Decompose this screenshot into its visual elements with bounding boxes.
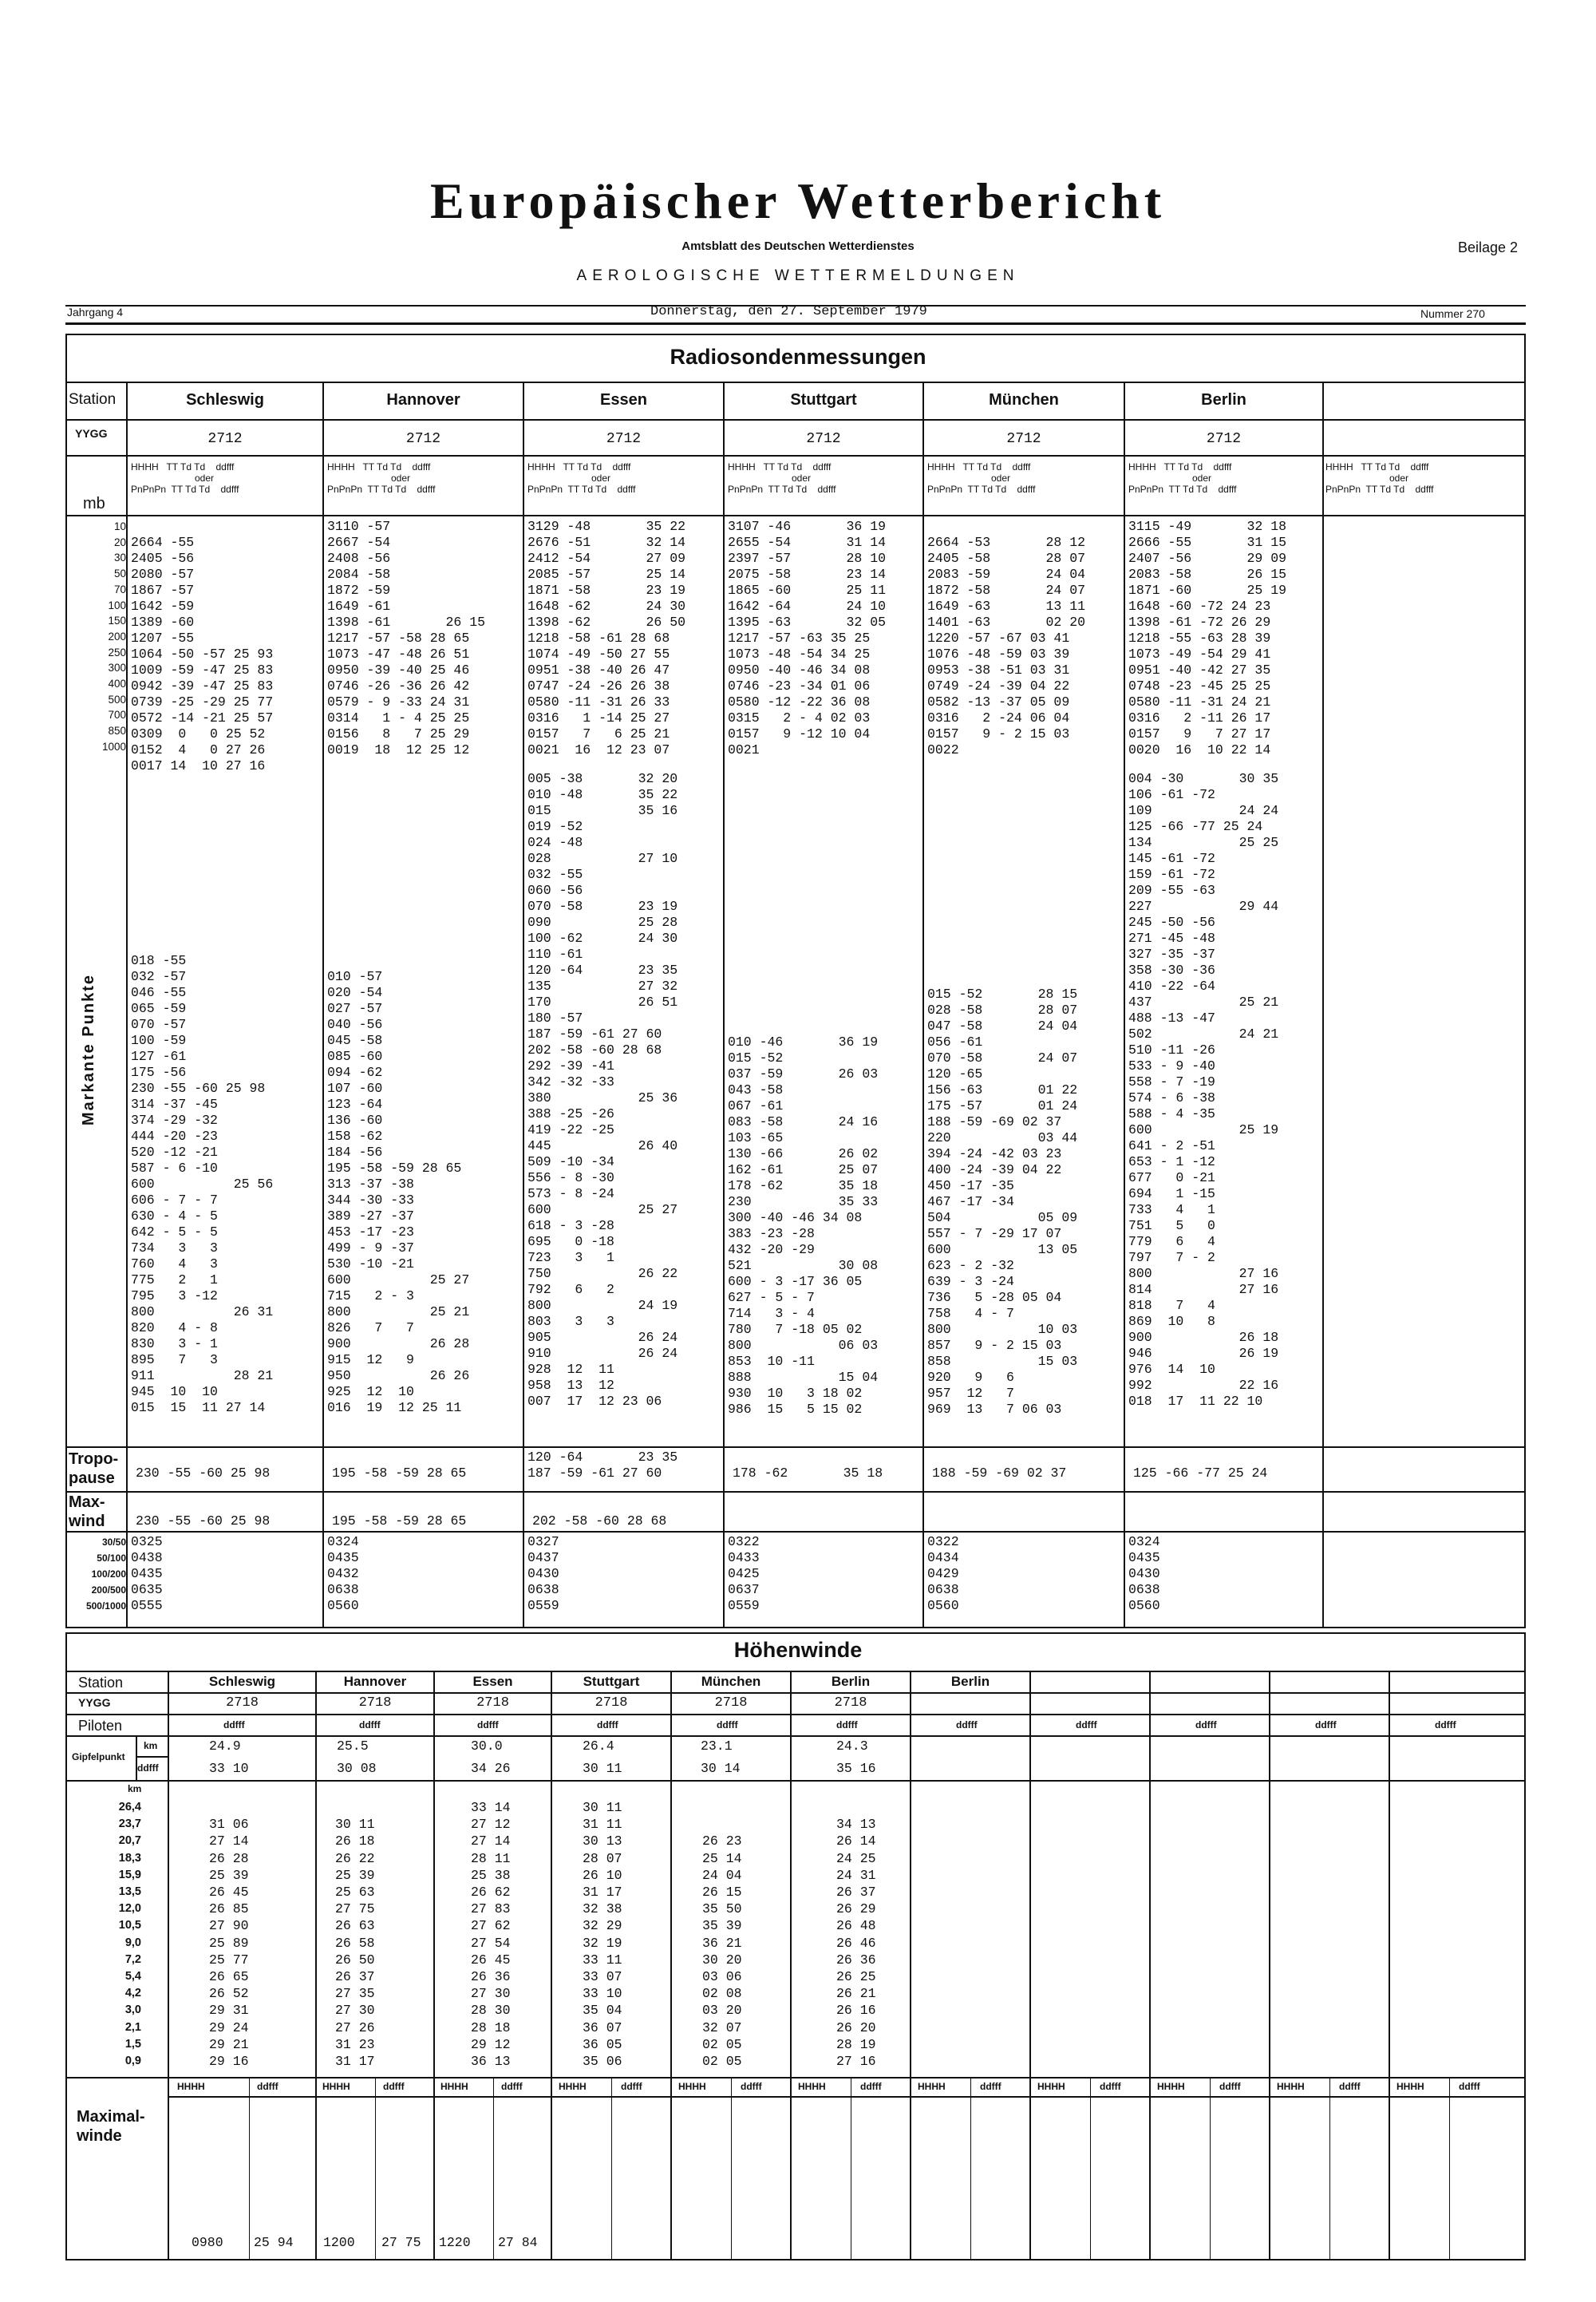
hw-yygg: 2718	[834, 1695, 867, 1711]
pressure-level: 500	[108, 693, 126, 706]
rule	[65, 1780, 1526, 1782]
std-levels-hannover: 3110 -57 2667 -54 2408 -56 2084 -58 1872 -59 1649 -61 1398 -61 26 15 1217 -57 -58 28 65 1073 -47 -48 26 51 0950 -39 -40 25 46 0746 -26 -36 26 42 0579 - 9 -33 24 31 0314 1 - 4 25 25 0156 8 7 25 29 0019 18 12 25 12	[327, 519, 486, 757]
rule	[1149, 1671, 1151, 2260]
layers-essen: 0327 0437 0430 0638 0559	[527, 1534, 559, 1613]
rule	[1090, 2077, 1091, 2260]
std-levels-essen: 3129 -48 35 22 2676 -51 32 14 2412 -54 27 09 2085 -57 25 14 1871 -58 23 19 1648 -62 24 30 1398 -62 26 50 1218 -58 -61 28 68 1074 -49 -50 27 55 0951 -38 -40 26 47 0747 -24 -26 26 38 0580 -11 -31 26 33 0316 1 -14 25 27 0157 7 6 25 21 0021 16 12 23 07	[527, 519, 686, 757]
piloten-ddfff: ddfff	[223, 1719, 245, 1730]
gipfel-dd: 34 26	[471, 1761, 511, 1776]
rule	[65, 515, 1526, 516]
max-ddfff-value: 25 94	[254, 2235, 294, 2250]
col-header-top: HHHH TT Td Td ddfff	[1128, 461, 1232, 473]
layer-level: 50/100	[97, 1552, 126, 1564]
rule	[670, 1671, 672, 2260]
km-level: 4,2	[124, 1987, 141, 2000]
piloten-ddfff: ddfff	[477, 1719, 499, 1730]
rule	[322, 382, 324, 1628]
tropo-essen: 120 -64 23 35 187 -59 -61 27 60	[527, 1450, 678, 1481]
col-header	[527, 461, 635, 495]
station-name: Berlin	[1201, 391, 1246, 409]
rule	[611, 2077, 612, 2260]
km-level: 3,0	[124, 2003, 141, 2017]
rule	[1322, 382, 1324, 1628]
hw-yygg-label: YYGG	[78, 1696, 111, 1709]
rule	[1449, 2077, 1450, 2260]
pressure-level: 400	[108, 678, 126, 690]
max-hhhh: HHHH	[918, 2081, 946, 2092]
max-ddfff: ddfff	[1100, 2081, 1121, 2092]
rule	[65, 1671, 1526, 1672]
gipfel-dd: 30 08	[337, 1761, 377, 1776]
sig-points-stuttgart: 010 -46 36 19 015 -52 037 -59 26 03 043 -58 067 -61 083 -58 24 16 103 -65 130 -66 26 02 162 -61 25 07 178 -62 35 18 230 35 33 300 -40 -46 34 08 383 -23 -28 432 -20 -29 521 30 08 600 - 3 -17 36 05 627 - 5 - 7 714 3 - 4 780 7 -18 05 02 800 06 03 853 10 -11 888 15 04 930 10 3 18 02 986 15 5 15 02	[728, 1034, 879, 1417]
hw-col-berlin: 34 13 26 14 24 25 24 31 26 37 26 29 26 48 26 46 26 36 26 25 26 21 26 16 26 20 28 19 27 16	[836, 1817, 876, 2070]
pressure-level: 300	[108, 662, 126, 674]
rule	[922, 382, 924, 1628]
rule	[65, 1735, 1526, 1737]
gipfel-km: 24.9	[209, 1738, 241, 1754]
hoehenwinde-title: Höhenwinde	[733, 1638, 863, 1662]
max-ddfff: ddfff	[257, 2081, 279, 2092]
max-ddfff: ddfff	[860, 2081, 882, 2092]
piloten-ddfff: ddfff	[597, 1719, 618, 1730]
pressure-level: 200	[108, 630, 126, 643]
hw-station: Berlin	[950, 1674, 990, 1689]
col-header-top: HHHH TT Td Td ddfff	[527, 461, 631, 473]
piloten-ddfff: ddfff	[717, 1719, 738, 1730]
km-levels	[76, 1799, 141, 2070]
yygg-value: 2712	[207, 431, 243, 447]
rule	[1329, 2077, 1330, 2260]
max-ddfff-value: 27 84	[498, 2235, 538, 2250]
markante-punkte-label: Markante Punkte	[80, 974, 97, 1126]
hw-station: Hannover	[343, 1674, 407, 1689]
maximalwinde-label: Maximal- winde	[77, 2108, 145, 2145]
issue-number: Nummer 270	[1420, 307, 1485, 320]
station-name: Essen	[600, 391, 647, 409]
col-header-bot: PnPnPn TT Td Td ddfff	[327, 484, 436, 495]
pressure-level: 70	[113, 583, 126, 595]
sig-points-essen: 005 -38 32 20 010 -48 35 22 015 35 16 019 -52 024 -48 028 27 10 032 -55 060 -56 070 -58 23 19 090 25 28 100 -62 24 30 110 -61 120 -64 23 35 135 27 32 170 26 51 180 -57 187 -59 -61 27 60 202 -58 -60 28 68 292 -39 -41 342 -32 -33 380 25 36 388 -25 -26 419 -22 -25 445 26 40 509 -10 -34 556 - 8 -30 573 - 8 -24 600 25 27 618 - 3 -28 695 0 -18 723 3 1 750 26 22 792 6 2 800 24 19 803 3 3 905 26 24 910 26 24 928 12 11 958 13 12 007 17 12 23 06	[527, 771, 678, 1409]
layers-schleswig: 0325 0438 0435 0635 0555	[131, 1534, 163, 1613]
rule	[790, 1671, 792, 2260]
maxwind-schleswig: 230 -55 -60 25 98	[136, 1513, 271, 1529]
km-level: 26,4	[118, 1801, 141, 1814]
hw-station-label: Station	[78, 1675, 124, 1691]
gipfel-dd: 30 11	[583, 1761, 622, 1776]
rule	[65, 2077, 1526, 2079]
km-level: 23,7	[118, 1817, 141, 1831]
maxwind-essen: 202 -58 -60 28 68	[532, 1513, 667, 1529]
km-level: 13,5	[118, 1885, 141, 1899]
yygg-value: 2712	[405, 431, 441, 447]
km-level: 9,0	[124, 1936, 141, 1949]
tropo-hannover: 195 -58 -59 28 65	[332, 1465, 467, 1481]
col-header-bot: PnPnPn TT Td Td ddfff	[131, 484, 239, 495]
gipfel-dd: 33 10	[209, 1761, 249, 1776]
max-ddfff: ddfff	[1459, 2081, 1480, 2092]
sig-points-schleswig: 018 -55 032 -57 046 -55 065 -59 070 -57 100 -59 127 -61 175 -56 230 -55 -60 25 98 314 -37 -45 374 -29 -32 444 -20 -23 520 -12 -21 587 - 6 -10 600 25 56 606 - 7 - 7 630 - 4 - 5 642 - 5 - 5 734 3 3 760 4 3 775 2 1 795 3 -12 800 26 31 820 4 - 8 830 3 - 1 895 7 3 911 28 21 945 10 10 015 15 11 27 14	[131, 953, 274, 1415]
sig-points-berlin: 004 -30 30 35 106 -61 -72 109 24 24 125 -66 -77 25 24 134 25 25 145 -61 -72 159 -61 -72 209 -55 -63 227 29 44 245 -50 -56 271 -45 -48 327 -35 -37 358 -30 -36 410 -22 -64 437 25 21 488 -13 -47 502 24 21 510 -11 -26 533 - 9 -40 558 - 7 -19 574 - 6 -38 588 - 4 -35 600 25 19 641 - 2 -51 653 - 1 -12 677 0 -21 694 1 -15 733 4 1 751 5 0 779 6 4 797 7 - 2 800 27 16 814 27 16 818 7 4 869 10 8 900 26 18 946 26 19 976 14 10 992 22 16 018 17 11 22 10	[1128, 771, 1279, 1409]
col-header-bot: PnPnPn TT Td Td ddfff	[1325, 484, 1434, 495]
pressure-level: 20	[113, 536, 126, 548]
pressure-level: 1000	[101, 740, 126, 753]
sig-points-muenchen: 015 -52 28 15 028 -58 28 07 047 -58 24 04 056 -61 070 -58 24 07 120 -65 156 -63 01 22 175 -57 01 24 188 -59 -69 02 37 220 03 44 394 -24 -42 03 23 400 -24 -39 04 22 450 -17 -35 467 -17 -34 504 05 09 557 - 7 -29 17 07 600 13 05 623 - 2 -32 639 - 3 -24 736 5 -28 05 04 758 4 - 7 800 10 03 857 9 - 2 15 03 858 15 03 920 9 6 957 12 7 969 13 7 06 03	[927, 987, 1078, 1417]
col-header-top: HHHH TT Td Td ddfff	[927, 461, 1031, 473]
hw-col-muenchen: 26 23 25 14 24 04 26 15 35 50 35 39 36 21 30 20 03 06 02 08 03 20 32 07 02 05 02 05	[702, 1833, 742, 2070]
km-level: 18,3	[118, 1851, 141, 1865]
max-hhhh-value: 1200	[323, 2235, 355, 2250]
tropo-berlin: 125 -66 -77 25 24	[1133, 1465, 1268, 1481]
tropo-schleswig: 230 -55 -60 25 98	[136, 1465, 271, 1481]
km-level: 10,5	[118, 1919, 141, 1932]
jahrgang: Jahrgang 4	[67, 306, 124, 318]
max-ddfff: ddfff	[501, 2081, 523, 2092]
gipfel-label: Gipfelpunkt	[72, 1751, 125, 1762]
mb-label: mb	[83, 495, 105, 512]
pressure-level: 10	[113, 520, 126, 532]
page-title: Europäischer Wetterbericht	[429, 172, 1167, 229]
rule	[375, 2077, 376, 2260]
km-level: 7,2	[124, 1952, 141, 1966]
max-ddfff: ddfff	[1339, 2081, 1361, 2092]
station-name: Hannover	[386, 391, 460, 409]
rule	[1269, 1671, 1270, 2260]
col-header-bot: PnPnPn TT Td Td ddfff	[728, 484, 836, 495]
layer-levels	[69, 1534, 126, 1614]
col-header	[131, 461, 239, 495]
subtitle: Amtsblatt des Deutschen Wetterdienstes	[681, 239, 915, 253]
rule	[731, 2077, 732, 2260]
layers-berlin: 0324 0435 0430 0638 0560	[1128, 1534, 1160, 1613]
tropopause-label: Tropo- pause	[69, 1450, 119, 1487]
pressure-level: 850	[108, 725, 126, 738]
piloten-ddfff: ddfff	[359, 1719, 381, 1730]
max-hhhh: HHHH	[1396, 2081, 1424, 2092]
rule	[126, 382, 128, 1628]
col-header-mid: oder	[792, 473, 812, 484]
maxwind-label: Max- wind	[69, 1493, 105, 1530]
rule	[169, 2096, 1526, 2098]
section-heading: AEROLOGISCHE WETTERMELDUNGEN	[576, 267, 1020, 284]
rule	[65, 382, 1526, 383]
pressure-level: 250	[108, 646, 126, 659]
hw-yygg: 2718	[476, 1695, 509, 1711]
max-hhhh: HHHH	[177, 2081, 205, 2092]
col-header-top: HHHH TT Td Td ddfff	[327, 461, 431, 473]
max-hhhh: HHHH	[798, 2081, 826, 2092]
max-hhhh: HHHH	[559, 2081, 587, 2092]
tropo-stuttgart: 178 -62 35 18	[733, 1465, 883, 1481]
hw-yygg: 2718	[358, 1695, 392, 1711]
piloten-ddfff: ddfff	[1195, 1719, 1217, 1730]
col-header-bot: PnPnPn TT Td Td ddfff	[927, 484, 1036, 495]
rule	[65, 1446, 1526, 1448]
col-header-bot: PnPnPn TT Td Td ddfff	[527, 484, 636, 495]
col-header	[728, 461, 836, 495]
col-header-mid: oder	[1192, 473, 1212, 484]
max-ddfff: ddfff	[383, 2081, 405, 2092]
rule	[970, 2077, 971, 2260]
piloten-ddfff: ddfff	[956, 1719, 978, 1730]
col-header-mid: oder	[1389, 473, 1409, 484]
pressure-level: 100	[108, 599, 126, 611]
layer-level: 200/500	[91, 1584, 126, 1596]
radiosonde-title: Radiosondenmessungen	[670, 345, 926, 369]
col-header-top: HHHH TT Td Td ddfff	[728, 461, 832, 473]
maxwind-hannover: 195 -58 -59 28 65	[332, 1513, 467, 1529]
hw-station: Schleswig	[208, 1674, 276, 1689]
km-level: 12,0	[118, 1902, 141, 1916]
hw-col-hannover: 30 11 26 18 26 22 25 39 25 63 27 75 26 63 26 58 26 50 26 37 27 35 27 30 27 26 31 23 31 17	[335, 1817, 375, 2070]
hw-yygg: 2718	[226, 1695, 259, 1711]
rule	[1389, 1671, 1390, 2260]
piloten-ddfff: ddfff	[1076, 1719, 1097, 1730]
col-header	[1325, 461, 1433, 495]
hw-yygg: 2718	[595, 1695, 628, 1711]
rule	[1029, 1671, 1031, 2260]
col-header-mid: oder	[591, 473, 611, 484]
layers-hannover: 0324 0435 0432 0638 0560	[327, 1534, 359, 1613]
rule	[168, 1671, 169, 2260]
max-hhhh-value: 1220	[439, 2235, 471, 2250]
max-ddfff: ddfff	[980, 2081, 1001, 2092]
hw-col-schleswig: 31 06 27 14 26 28 25 39 26 45 26 85 27 90 25 89 25 77 26 65 26 52 29 31 29 24 29 21 29 16	[209, 1817, 249, 2070]
km-level: 15,9	[118, 1868, 141, 1881]
hw-yygg: 2718	[714, 1695, 748, 1711]
max-hhhh-value: 0980	[192, 2235, 223, 2250]
max-ddfff: ddfff	[741, 2081, 762, 2092]
km-level: 20,7	[118, 1834, 141, 1848]
max-hhhh: HHHH	[1157, 2081, 1185, 2092]
max-ddfff: ddfff	[621, 2081, 642, 2092]
hw-col-stuttgart: 30 11 31 11 30 13 28 07 26 10 31 17 32 38 32 29 32 19 33 11 33 07 33 10 35 04 36 07 36 05 35 06	[583, 1800, 622, 2070]
col-header-mid: oder	[991, 473, 1011, 484]
km-level: 0,9	[124, 2055, 141, 2068]
pressure-levels	[69, 519, 126, 755]
gipfel-km: 23.1	[701, 1738, 733, 1754]
hw-station: Berlin	[831, 1674, 871, 1689]
pressure-level: 700	[108, 709, 126, 722]
rule	[315, 1671, 317, 2260]
col-header-mid: oder	[391, 473, 411, 484]
rule	[1124, 382, 1125, 1628]
yygg-label: YYGG	[75, 427, 108, 440]
km-level: 2,1	[124, 2020, 141, 2034]
col-header-mid: oder	[195, 473, 215, 484]
max-ddfff-value: 27 75	[381, 2235, 421, 2250]
beilage: Beilage 2	[1457, 239, 1518, 255]
pressure-level: 150	[108, 615, 126, 627]
rule	[723, 382, 725, 1628]
std-levels-berlin: 3115 -49 32 18 2666 -55 31 15 2407 -56 29 09 2083 -58 26 15 1871 -60 25 19 1648 -60 -72 24 23 1398 -61 -72 26 29 1218 -55 -63 28 39 1073 -49 -54 29 41 0951 -40 -42 27 35 0748 -23 -45 25 25 0580 -11 -31 24 21 0316 2 -11 26 17 0157 9 7 27 17 0020 16 10 22 14	[1128, 519, 1287, 757]
max-hhhh: HHHH	[440, 2081, 468, 2092]
km-level: 5,4	[124, 1970, 141, 1984]
col-header-bot: PnPnPn TT Td Td ddfff	[1128, 484, 1237, 495]
col-header-top: HHHH TT Td Td ddfff	[1325, 461, 1429, 473]
gipfel-km: 24.3	[836, 1738, 868, 1754]
max-hhhh: HHHH	[322, 2081, 350, 2092]
rule	[65, 1491, 1526, 1493]
col-header	[927, 461, 1035, 495]
km-header: km	[128, 1783, 142, 1794]
hw-piloten-label: Piloten	[78, 1718, 123, 1734]
rule	[65, 419, 1526, 421]
layer-level: 100/200	[91, 1568, 126, 1580]
rule	[523, 382, 524, 1628]
gipfel-km: 30.0	[471, 1738, 503, 1754]
yygg-value: 2712	[806, 431, 841, 447]
max-ddfff: ddfff	[1219, 2081, 1241, 2092]
hw-station: Essen	[472, 1674, 513, 1689]
rule	[1210, 2077, 1211, 2260]
std-levels-stuttgart: 3107 -46 36 19 2655 -54 31 14 2397 -57 28 10 2075 -58 23 14 1865 -60 25 11 1642 -64 24 10 1395 -63 32 05 1217 -57 -63 35 25 1073 -48 -54 34 25 0950 -40 -46 34 08 0746 -23 -34 01 06 0580 -12 -22 36 08 0315 2 - 4 02 03 0157 9 -12 10 04 0021	[728, 519, 887, 757]
station-name: Schleswig	[186, 391, 264, 409]
layers-muenchen: 0322 0434 0429 0638 0560	[927, 1534, 959, 1613]
station-name: Stuttgart	[790, 391, 857, 409]
yygg-value: 2712	[1006, 431, 1041, 447]
col-header	[1128, 461, 1236, 495]
rule	[65, 1531, 1526, 1533]
rule	[65, 1692, 1526, 1694]
std-levels-schleswig: 2664 -55 2405 -56 2080 -57 1867 -57 1642 -59 1389 -60 1207 -55 1064 -50 -57 25 93 1009 -59 -47 25 83 0942 -39 -47 25 83 0739 -25 -29 25 77 0572 -14 -21 25 57 0309 0 0 25 52 0152 4 0 27 26 0017 14 10 27 16	[131, 535, 274, 773]
max-hhhh: HHHH	[678, 2081, 706, 2092]
std-levels-muenchen: 2664 -53 28 12 2405 -58 28 07 2083 -59 24 04 1872 -58 24 07 1649 -63 13 11 1401 -63 02 20 1220 -57 -67 03 41 1076 -48 -59 03 39 0953 -38 -51 03 31 0749 -24 -39 04 22 0582 -13 -37 05 09 0316 2 -24 06 04 0157 9 - 2 15 03 0022	[927, 535, 1086, 757]
pressure-level: 50	[113, 568, 126, 580]
max-hhhh: HHHH	[1037, 2081, 1065, 2092]
layer-level: 500/1000	[85, 1600, 126, 1612]
col-header-top: HHHH TT Td Td ddfff	[131, 461, 235, 473]
rule	[249, 2077, 250, 2260]
hw-station: Stuttgart	[583, 1674, 640, 1689]
col-header	[327, 461, 435, 495]
gipfel-dd: 35 16	[836, 1761, 876, 1776]
km-level: 1,5	[124, 2037, 141, 2051]
station-label: Station	[69, 391, 117, 408]
hoehenwinde-frame	[65, 1632, 1526, 2260]
gipfel-km: 25.5	[337, 1738, 369, 1754]
rule	[433, 1671, 435, 2260]
rule	[65, 455, 1526, 457]
gipfel-dd-label: ddfff	[137, 1762, 159, 1774]
piloten-ddfff: ddfff	[1435, 1719, 1456, 1730]
station-name: München	[989, 391, 1059, 409]
gipfel-km: 26.4	[583, 1738, 614, 1754]
layers-stuttgart: 0322 0433 0425 0637 0559	[728, 1534, 760, 1613]
pressure-level: 30	[113, 552, 126, 564]
rule	[551, 1671, 552, 2260]
rule	[910, 1671, 911, 2260]
rule	[493, 2077, 494, 2260]
rule	[65, 1714, 1526, 1715]
piloten-ddfff: ddfff	[836, 1719, 858, 1730]
gipfel-km-label: km	[144, 1740, 158, 1751]
hw-col-essen: 33 14 27 12 27 14 28 11 25 38 26 62 27 83 27 62 27 54 26 45 26 36 27 30 28 30 28 18 29 12 36 13	[471, 1800, 511, 2070]
yygg-value: 2712	[1206, 431, 1242, 447]
sig-points-hannover: 010 -57 020 -54 027 -57 040 -56 045 -58 085 -60 094 -62 107 -60 123 -64 136 -60 158 -62 184 -56 195 -58 -59 28 65 313 -37 -38 344 -30 -33 389 -27 -37 453 -17 -23 499 - 9 -37 530 -10 -21 600 25 27 715 2 - 3 800 25 21 826 7 7 900 26 28 915 12 9 950 26 26 925 12 10 016 19 12 25 11	[327, 969, 470, 1415]
header-rule-2	[65, 322, 1526, 325]
max-hhhh: HHHH	[1277, 2081, 1305, 2092]
rule	[136, 1756, 168, 1758]
piloten-ddfff: ddfff	[1315, 1719, 1337, 1730]
tropo-muenchen: 188 -59 -69 02 37	[932, 1465, 1067, 1481]
layer-level: 30/50	[101, 1537, 126, 1548]
gipfel-dd: 30 14	[701, 1761, 741, 1776]
hw-station: München	[701, 1674, 761, 1689]
yygg-value: 2712	[606, 431, 642, 447]
issue-date: Donnerstag, den 27. September 1979	[650, 304, 927, 319]
